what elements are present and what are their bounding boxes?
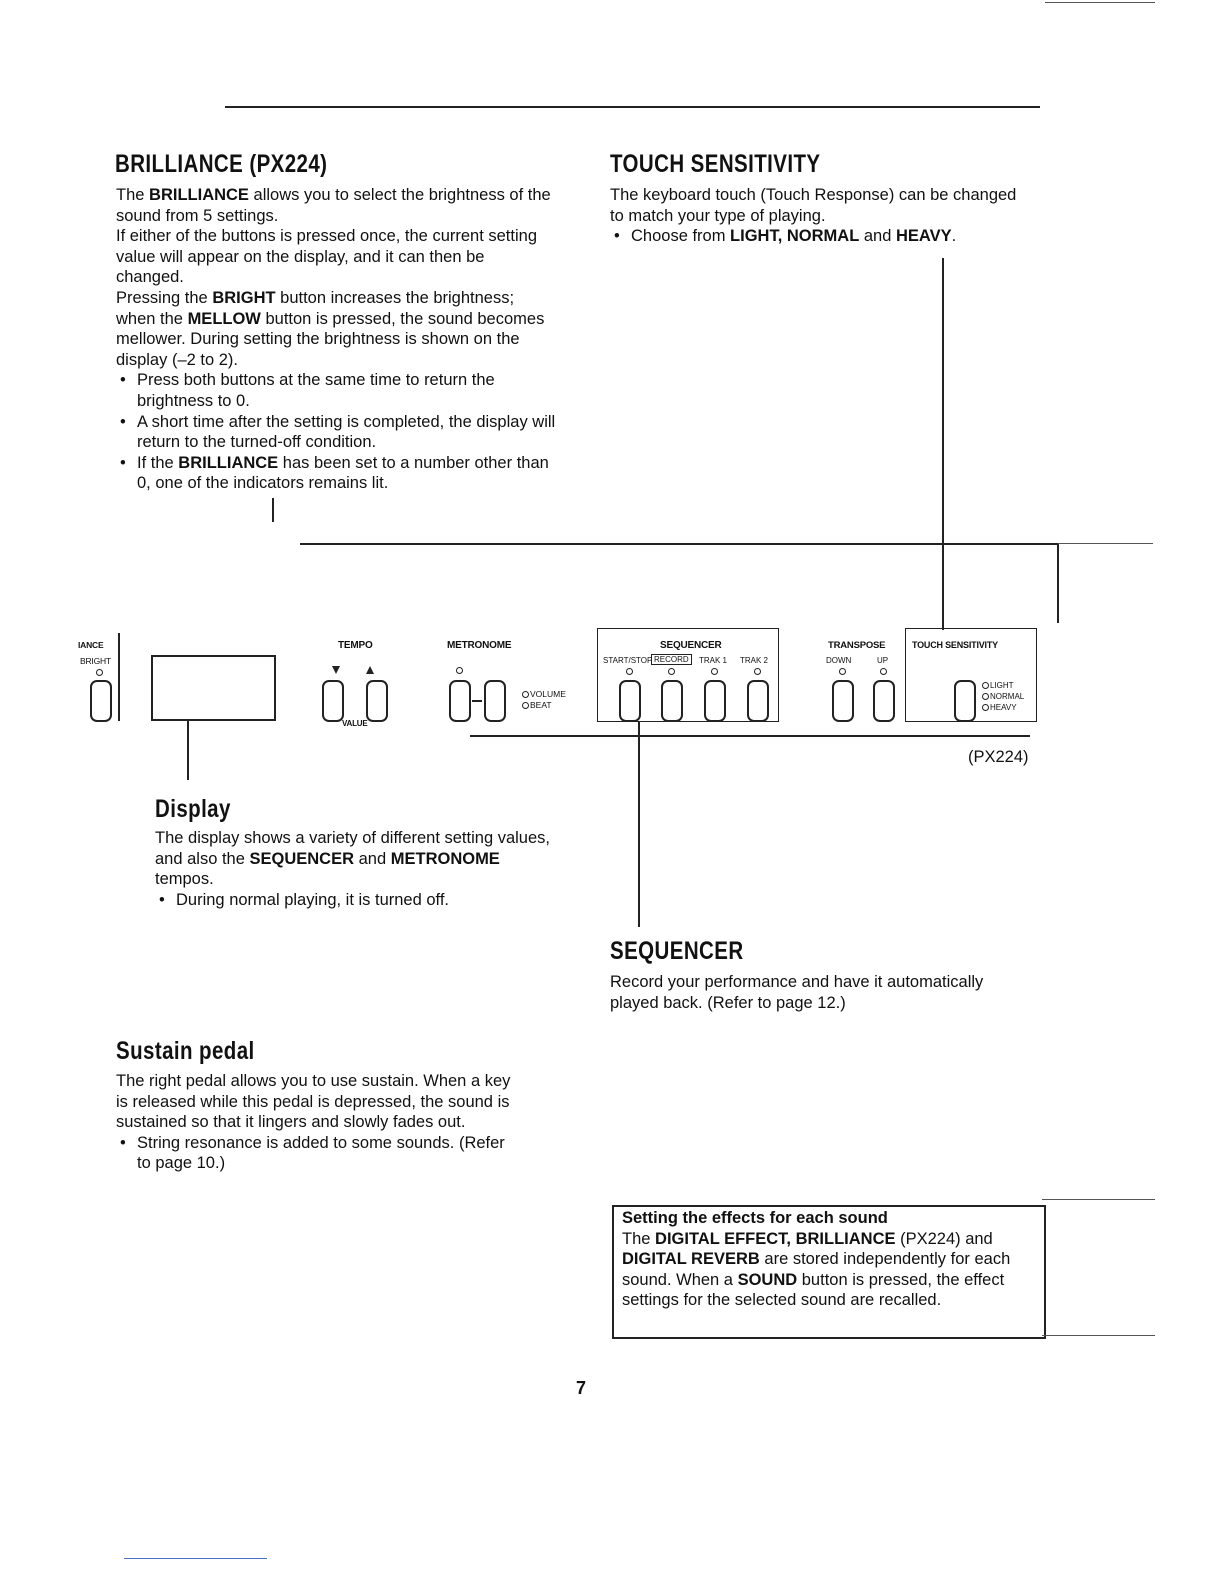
tempo-down-arrow-icon xyxy=(332,666,340,674)
sequencer-text: Record your performance and have it automatically played back. (Refer to page 12.) xyxy=(610,973,984,1012)
transpose-down-label: DOWN xyxy=(826,656,852,665)
touch-sensitivity-heading: TOUCH SENSITIVITY xyxy=(610,150,821,178)
brilliance-panel-label: IANCE xyxy=(78,640,104,650)
touch-panel-label: TOUCH SENSITIVITY xyxy=(912,640,998,650)
brilliance-leader-line xyxy=(272,498,274,522)
record-label: RECORD xyxy=(651,654,692,665)
track2-label: TRAK 2 xyxy=(740,656,769,665)
sustain-text: The right pedal allows you to use sustain. When a key is released while this pedal is depressed, the sound is sustained so that it lingers and slowly fades out. • String resonance is added to some sounds. (Refer to page 10.) xyxy=(116,1071,516,1174)
touch-bullet: • Choose from LIGHT, NORMAL and HEAVY. xyxy=(610,226,1030,247)
touch-leader-line xyxy=(942,258,944,630)
top-edge-rule xyxy=(1045,2,1155,3)
note-box-top-extension xyxy=(1042,1199,1155,1200)
transpose-up-label: UP xyxy=(877,656,889,665)
start-stop-button[interactable] xyxy=(619,680,641,722)
note-text: Setting the effects for each sound The DIGITAL EFFECT, BRILLIANCE (PX224) and DIGITAL REVERB are stored independently for each sound. When a SOUND button is pressed, the effect settings for the selected sound are recalled. xyxy=(622,1209,1011,1310)
light-label: LIGHT xyxy=(990,681,1014,690)
top-rule xyxy=(225,106,1040,108)
panel-right-curve xyxy=(1057,543,1059,623)
note-title: Setting the effects for each sound xyxy=(622,1209,888,1227)
touch-sensitivity-text: The keyboard touch (Touch Response) can be changed to match your type of playing. • Choose from LIGHT, NORMAL and HEAVY. xyxy=(610,185,1030,247)
page-number: 7 xyxy=(576,1378,587,1398)
start-stop-label: START/STOP xyxy=(603,656,653,665)
brilliance-bullet: • If the BRILLIANCE has been set to a number other than 0, one of the indicators remains lit. xyxy=(116,453,556,494)
display-bullet: • During normal playing, it is turned off. xyxy=(155,890,555,911)
bright-button[interactable] xyxy=(90,680,112,722)
track2-button[interactable] xyxy=(747,680,769,722)
track1-label: TRAK 1 xyxy=(699,656,728,665)
record-button[interactable] xyxy=(661,680,683,722)
track1-button[interactable] xyxy=(704,680,726,722)
sustain-bullet: • String resonance is added to some sounds. (Refer to page 10.) xyxy=(116,1133,516,1174)
bright-label: BRIGHT xyxy=(80,656,111,666)
brilliance-heading: BRILLIANCE (PX224) xyxy=(115,150,328,178)
normal-label: NORMAL xyxy=(990,692,1025,701)
heavy-label: HEAVY xyxy=(990,703,1017,712)
brilliance-text: The BRILLIANCE allows you to select the brightness of the sound from 5 settings. If either of the buttons is pressed once, the current setting value will appear on the display, and it can then be changed. Pressing the BRIGHT button increases the brightness; when the MELLOW button is pressed, the sound becomes mellower. During setting the brightness is shown on the display (–2 to 2). • Press both buttons at the same time to return the brightness to 0. • A short time after the setting is completed, the display will return to the turned-off condition. • If the BRILLIANCE has been set to a number other than 0, one of the indicators remains lit. xyxy=(116,185,556,494)
lcd-display xyxy=(151,655,276,721)
model-caption: (PX224) xyxy=(968,748,1029,766)
tempo-up-arrow-icon xyxy=(366,666,374,674)
metronome-indicator xyxy=(456,667,463,674)
display-leader-line xyxy=(187,720,189,780)
note-box-bottom-extension xyxy=(1042,1335,1155,1336)
brilliance-bullet: • Press both buttons at the same time to return the brightness to 0. xyxy=(116,370,556,411)
bright-indicator xyxy=(96,669,103,676)
sequencer-heading: SEQUENCER xyxy=(610,937,744,965)
transpose-up-button[interactable] xyxy=(873,680,895,722)
start-stop-indicator xyxy=(626,668,633,675)
transpose-down-indicator xyxy=(839,668,846,675)
normal-indicator xyxy=(982,693,989,700)
metronome-link xyxy=(472,700,482,702)
volume-label: VOLUME xyxy=(530,689,566,699)
sequencer-leader-line xyxy=(638,722,640,927)
light-indicator xyxy=(982,682,989,689)
volume-indicator xyxy=(522,691,529,698)
value-label: VALUE xyxy=(342,719,368,728)
sequencer-panel-label: SEQUENCER xyxy=(660,640,722,651)
panel-top-edge xyxy=(300,543,1058,545)
panel-right-edge xyxy=(1058,543,1153,544)
brilliance-group-divider xyxy=(118,633,120,721)
transpose-down-button[interactable] xyxy=(832,680,854,722)
track2-indicator xyxy=(754,668,761,675)
tempo-down-button[interactable] xyxy=(322,680,344,722)
beat-indicator xyxy=(522,702,529,709)
transpose-up-indicator xyxy=(880,668,887,675)
bottom-blue-rule xyxy=(124,1558,267,1559)
metronome-label: METRONOME xyxy=(447,640,512,651)
tempo-label: TEMPO xyxy=(338,640,373,651)
panel-bottom-edge xyxy=(470,735,1030,737)
heavy-indicator xyxy=(982,704,989,711)
display-heading: Display xyxy=(155,795,231,823)
sustain-heading: Sustain pedal xyxy=(116,1037,255,1065)
metronome-button-1[interactable] xyxy=(449,680,471,722)
brilliance-bullet: • A short time after the setting is completed, the display will return to the turned-off condition. xyxy=(116,412,556,453)
metronome-button-2[interactable] xyxy=(484,680,506,722)
track1-indicator xyxy=(711,668,718,675)
beat-label: BEAT xyxy=(530,700,552,710)
transpose-label: TRANSPOSE xyxy=(828,640,886,651)
touch-sensitivity-button[interactable] xyxy=(954,680,976,722)
record-indicator xyxy=(668,668,675,675)
tempo-up-button[interactable] xyxy=(366,680,388,722)
display-text: The display shows a variety of different setting values, and also the SEQUENCER and METRONOME tempos. • During normal playing, it is turned off. xyxy=(155,828,555,910)
